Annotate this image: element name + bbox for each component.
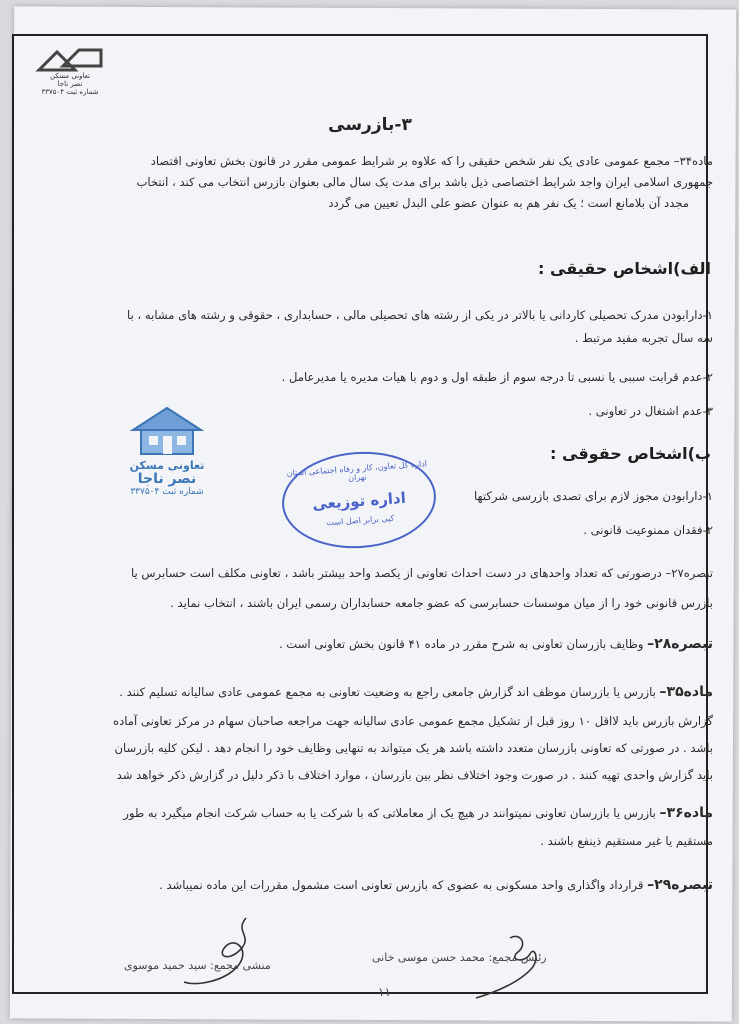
coop-stamp-line-1: تعاونی مسکن <box>129 459 205 472</box>
article-35-line-4: باید گزارش واحدی تهیه کنند . در صورت وجود اختلاف نظر بین بازرسان ، موارد اختلاف با ذکر دلیل در گزارش ذکر خواهد شد <box>116 768 713 782</box>
logo-line-3: شماره ثبت ۳۳۷۵۰۴ <box>41 88 99 96</box>
note-27-line-2: بازرس قانونی خود را از میان موسسات حسابرسی که عضو جامعه حسابداران رسمی ایران باشند ، انتخاب نماید . <box>170 596 713 610</box>
president-signature-icon <box>470 928 580 1003</box>
cooperative-logo <box>32 46 108 106</box>
logo-line-1: تعاونی مسکن <box>49 72 91 80</box>
note-28-label: تبصره۲۸– <box>647 636 713 652</box>
article-34-line-1: ماده۳۴– مجمع عمومی عادی یک نفر شخص حقیقی را که علاوه بر شرایط عمومی مقرر در قانون بخش تعاونی اقتصاد <box>150 154 713 168</box>
note-28-text: وظایف بازرسان تعاونی به شرح مقرر در ماده ۴۱ قانون بخش تعاونی است . <box>278 637 648 651</box>
article-35-label: ماده۳۵– <box>659 684 713 700</box>
office-stamp-bottom: کپی برابر اصل است <box>326 513 395 528</box>
cooperative-stamp <box>122 404 212 500</box>
office-stamp-top: اداره کل تعاون، کار و رفاه اجتماعی استان تهران <box>286 459 428 483</box>
president-signature-text: رئیس مجمع: محمد حسن موسی خانی <box>372 951 547 964</box>
coop-stamp-line-3: شماره ثبت ۳۳۷۵۰۴ <box>130 487 204 497</box>
section-a-item-2: ۲-عدم قرابت سببی یا نسبی تا درجه سوم از طبقه اول و دوم با هیات مدیره یا مدیرعامل . <box>281 370 713 384</box>
section-b-heading: ب)اشخاص حقوقی : <box>550 444 711 463</box>
secretary-signature-text: منشی مجمع: سید حمید موسوی <box>124 959 271 972</box>
article-34-line-2: جمهوری اسلامی ایران واجد شرایط اختصاصی ذیل باشد برای مدت یک سال مالی بعنوان بازرس انتخاب می کند ، انتخاب <box>136 175 713 189</box>
article-35-line-1 <box>119 684 713 700</box>
house-roof-icon <box>35 46 105 72</box>
article-36-line-1 <box>123 805 713 821</box>
note-29-label: تبصره۲۹– <box>647 877 713 893</box>
section-b-item-2: ۲-فقدان ممنوعیت قانونی . <box>583 523 713 537</box>
section-b-item-1: ۱-دارابودن مجوز لازم برای تصدی بازرسی شرکتها <box>474 489 713 503</box>
note-28 <box>279 636 713 652</box>
section-a-heading: الف)اشخاص حقیقی : <box>538 259 711 278</box>
page-number: ۱۱ <box>378 985 391 999</box>
article-36-text-1: بازرس یا بازرسان تعاونی نمیتوانند در هیچ یک از معاملاتی که با شرکت یا به حساب شرکت انجام میگیرد به طور <box>123 806 660 820</box>
article-35-text-1: بازرس یا بازرسان موظف اند گزارش جامعی راجع به وضعیت تعاونی به مجمع عمومی عادی سالیانه تسلیم کنند . <box>119 685 660 699</box>
section-a-item-3: ۳-عدم اشتغال در تعاونی . <box>588 404 713 418</box>
note-27-line-1: تبصره۲۷– درصورتی که تعداد واحدهای در دست احداث تعاونی از یکصد واحد بیشتر باشد ، تعاونی مکلف است حسابرس یا <box>130 566 713 580</box>
article-35-line-2: گزارش بازرس باید لااقل ۱۰ روز قبل از تشکیل مجمع عمومی عادی سالیانه جهت مراجعه صاحبان سهام در مرکز تعاونی آماده <box>113 714 713 728</box>
article-34-line-3: مجدد آن بلامانع است ؛ یک نفر هم به عنوان عضو علی البدل تعیین می گردد <box>328 196 689 210</box>
house-stamp-icon <box>127 404 207 456</box>
coop-stamp-line-2: نصر ناجا <box>137 471 197 487</box>
article-35-line-3: باشد . در صورتی که تعاونی بازرسان متعدد داشته باشد هر یک میتواند به تنهایی وظایف خود را انجام دهد . لیکن کلیه بازرسان <box>114 741 713 755</box>
article-36-line-2: مستقیم یا غیر مستقیم ذینفع باشند . <box>540 834 713 848</box>
section-a-item-1-line-2: سه سال تجربه مفید مرتبط . <box>574 331 713 345</box>
section-a-item-1-line-1: ۱-دارابودن مدرک تحصیلی کاردانی یا بالاتر در یکی از رشته های تحصیلی مالی ، حسابداری ، حقوقی و رشته های مشابه ، با <box>127 308 713 322</box>
article-36-label: ماده۳۶– <box>659 805 713 821</box>
logo-line-2: نصر ناجا <box>57 80 83 88</box>
note-29-text: قرارداد واگذاری واحد مسکونی به عضوی که بازرس تعاونی است مشمول مقررات این ماده نمیباشد . <box>159 878 648 892</box>
section-title: ۳-بازرسی <box>328 115 412 135</box>
office-stamp-main: اداره توزیعی <box>311 488 407 514</box>
secretary-signature-icon <box>176 912 296 992</box>
note-29 <box>159 877 713 893</box>
